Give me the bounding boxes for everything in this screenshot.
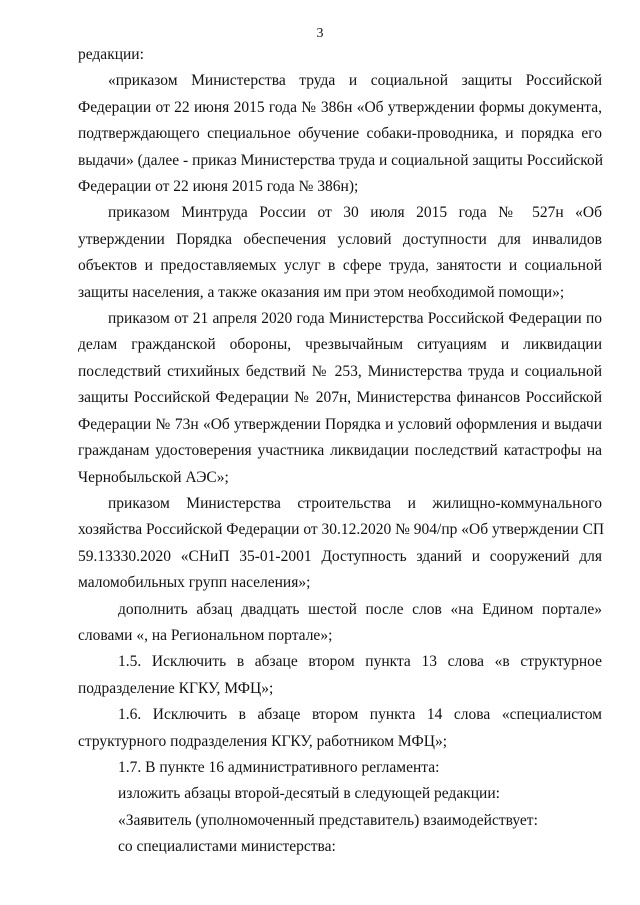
text-line: Федерации от 22 июня 2015 года № 386н); <box>78 178 359 196</box>
text-line: защиты Российской Федерации № 207н, Министерства финансов Российской <box>78 389 602 407</box>
text-line: хозяйства Российской Федерации от 30.12.2020 № 904/пр «Об утверждении СП <box>78 521 605 539</box>
page-number: 3 <box>316 26 324 41</box>
paragraph-p2 <box>78 200 602 306</box>
paragraph-p0 <box>78 42 602 68</box>
text-line: дополнить абзац двадцать шестой после слов «на Едином портале» <box>118 600 602 618</box>
text-line: выдачи» (далее - приказ Министерства труда и социальной защиты Российской <box>78 151 604 169</box>
paragraph-p3 <box>78 306 602 491</box>
paragraph-p6 <box>78 649 602 702</box>
text-line: «приказом Министерства труда и социальной защиты Российской <box>108 72 602 90</box>
text-line: приказом Министерства строительства и жилищно-коммунального <box>108 494 602 512</box>
text-line: утверждении Порядка обеспечения условий доступности для инвалидов <box>78 230 602 248</box>
document-body <box>78 42 605 861</box>
text-line: защиты населения, а также оказания им при этом необходимой помощи»; <box>78 283 565 301</box>
paragraph-p8 <box>78 755 602 781</box>
paragraph-p11 <box>78 834 602 860</box>
text-line: Федерации № 73н «Об утверждении Порядка и условий оформления и выдачи <box>78 415 602 433</box>
text-line: со специалистами министерства: <box>118 838 336 856</box>
text-line: маломобильных групп населения»; <box>78 574 311 592</box>
text-line: 59.13330.2020 «СНиП 35-01-2001 Доступность зданий и сооружений для <box>78 547 602 565</box>
text-line: Федерации от 22 июня 2015 года № 386н «Об утверждении формы документа, <box>78 98 602 116</box>
text-line: последствий стихийных бедствий № 253, Министерства труда и социальной <box>78 362 602 380</box>
text-line: 1.6. Исключить в абзаце втором пункта 14 слова «специалистом <box>118 706 602 724</box>
text-line: 1.7. В пункте 16 административного регламента: <box>118 758 440 776</box>
text-line: приказом Минтруда России от 30 июля 2015 года № 527н «Об <box>108 204 602 222</box>
paragraph-p7 <box>78 702 602 755</box>
text-line: гражданам удостоверения участника ликвидации последствий катастрофы на <box>78 442 602 460</box>
text-line: изложить абзацы второй-десятый в следующей редакции: <box>118 785 500 803</box>
paragraph-p1 <box>78 68 602 200</box>
text-line: 1.5. Исключить в абзаце втором пункта 13 слова «в структурное <box>118 653 602 671</box>
text-line: подразделение КГКУ, МФЦ»; <box>78 679 274 697</box>
text-line: редакции: <box>78 46 144 63</box>
paragraph-p5 <box>78 597 602 650</box>
paragraph-p4 <box>78 491 605 597</box>
text-line: структурного подразделения КГКУ, работником МФЦ»; <box>78 732 448 750</box>
paragraph-p10 <box>78 808 602 834</box>
text-line: «Заявитель (уполномоченный представитель) взаимодействует: <box>118 811 538 829</box>
text-line: словами «, на Региональном портале»; <box>78 626 333 644</box>
text-line: делам гражданской обороны, чрезвычайным ситуациям и ликвидации <box>78 336 602 354</box>
text-line: Чернобыльской АЭС»; <box>78 468 229 486</box>
text-line: приказом от 21 апреля 2020 года Министерства Российской Федерации по <box>108 310 602 328</box>
paragraph-p9 <box>78 781 602 807</box>
text-line: подтверждающего специальное обучение собаки-проводника, и порядка его <box>78 125 602 143</box>
text-line: объектов и предоставляемых услуг в сфере труда, занятости и социальной <box>78 257 602 275</box>
